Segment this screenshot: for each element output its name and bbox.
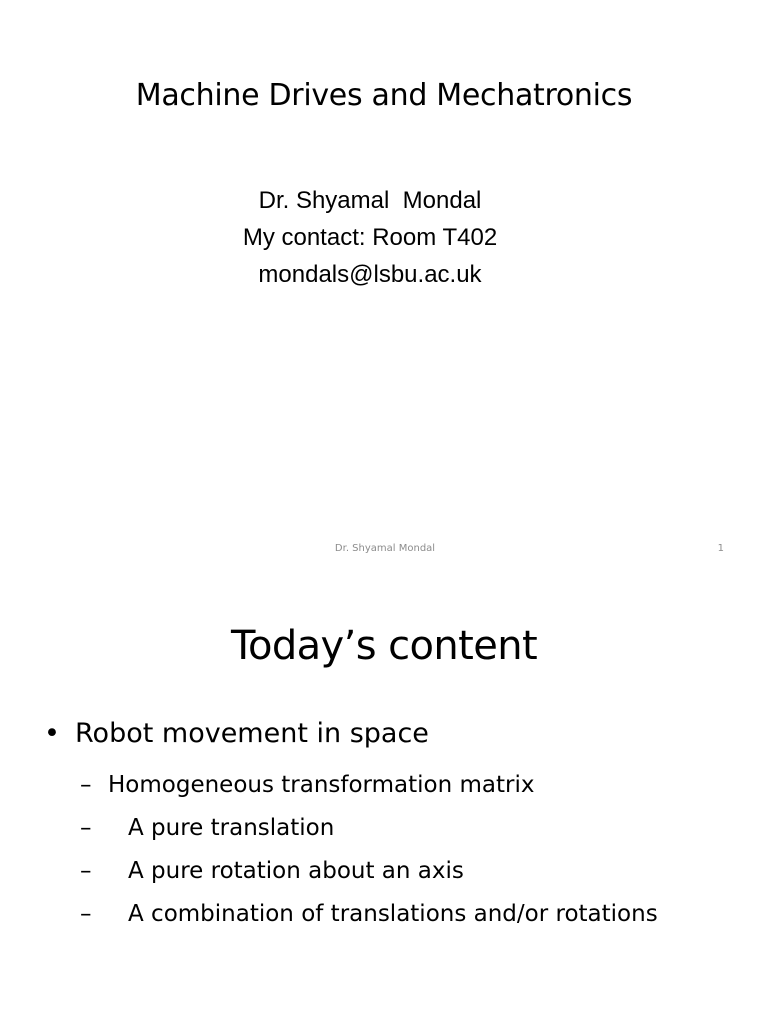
sub-bullet-text: A pure translation	[128, 815, 335, 841]
sub-bullet-item	[80, 764, 658, 807]
contact-email: mondals@lsbu.ac.uk	[258, 261, 482, 288]
author-name: Dr. Shyamal Mondal	[258, 187, 482, 214]
sub-bullet-item	[80, 893, 658, 936]
page-number: 1	[717, 543, 724, 554]
dash-marker: –	[80, 815, 92, 841]
slide-title: Machine Drives and Mechatronics	[135, 78, 633, 113]
slide-2	[0, 576, 768, 1024]
bullet-marker: •	[44, 718, 60, 749]
slide-footer: Dr. Shyamal Mondal	[334, 543, 436, 554]
bullet-item	[44, 714, 429, 754]
slide-title: Today’s content	[230, 623, 538, 669]
sub-bullet-text: Homogeneous transformation matrix	[108, 772, 535, 798]
sub-bullet-text: A combination of translations and/or rotations	[128, 901, 658, 927]
sub-bullet-text: A pure rotation about an axis	[128, 858, 464, 884]
dash-marker: –	[80, 901, 92, 927]
sub-bullet-list	[80, 764, 658, 936]
sub-bullet-item	[80, 807, 658, 850]
dash-marker: –	[80, 772, 92, 798]
dash-marker: –	[80, 858, 92, 884]
bullet-text: Robot movement in space	[75, 718, 429, 749]
sub-bullet-item	[80, 850, 658, 893]
contact-room: My contact: Room T402	[242, 224, 498, 251]
slide-subtitle	[0, 182, 740, 293]
